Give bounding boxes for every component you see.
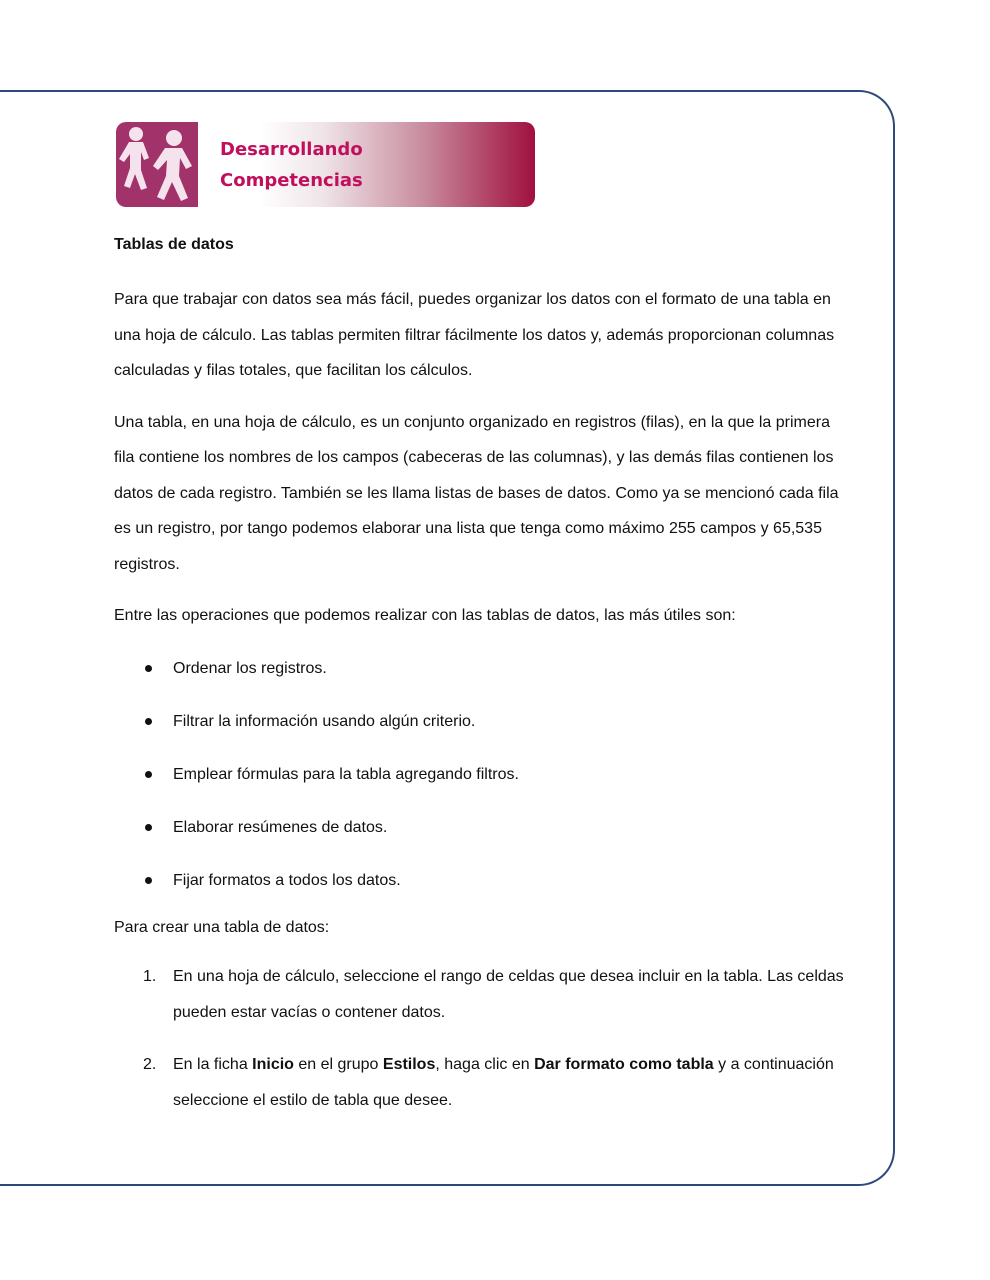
paragraph-definition: Una tabla, en una hoja de cálculo, es un conjunto organizado en registros (filas), en la que la primera fila contiene los nombres de los campos (cabeceras de las columnas), y las demás filas contienen los datos de cada registro. También se les llama listas de bases de datos. Como ya se mencionó cada fila es un registro, por tango podemos elaborar una lista que tenga como máximo 255 campos y 65,535 registros. [114, 413, 839, 573]
step-bold-estilos: Estilos [382, 1056, 436, 1073]
bullet-icon [145, 824, 152, 831]
step-number: 1. [143, 968, 157, 985]
bullet-icon [145, 665, 152, 672]
paragraph-intro: Para que trabajar con datos sea más fácil, puedes organizar los datos con el formato de una tabla en una hoja de cálculo. Las tablas permiten filtrar fácilmente los datos y, además proporcionan columnas calculadas y filas totales, que facilitan los cálculos. [114, 291, 835, 379]
list-item [114, 810, 844, 845]
list-item [114, 863, 844, 898]
running-people-icon [116, 122, 198, 207]
step-text: En una hoja de cálculo, seleccione el rango de celdas que desea incluir en la tabla. Las celdas pueden estar vacías o contener datos. [173, 968, 844, 1021]
step-bold-dar-formato: Dar formato como tabla [534, 1056, 714, 1073]
list-item [114, 651, 844, 686]
list-item [114, 757, 844, 792]
step-bold-inicio: Inicio [252, 1056, 294, 1073]
step-text-part: En la ficha [173, 1056, 253, 1073]
banner-title-line-1: Desarrollando [220, 139, 363, 160]
bullet-icon [145, 718, 152, 725]
steps-intro: Para crear una tabla de datos: [114, 918, 330, 936]
list-item-text: Elaborar resúmenes de datos. [173, 818, 388, 836]
banner-title-line-2: Competencias [220, 170, 363, 191]
list-item [114, 704, 844, 739]
banner-title [220, 134, 363, 196]
list-item-text: Ordenar los registros. [173, 659, 327, 677]
step-item [114, 959, 844, 1031]
operations-list [114, 651, 844, 898]
bullet-icon [145, 771, 152, 778]
list-item-text: Filtrar la información usando algún criterio. [173, 712, 476, 730]
step-item [114, 1047, 844, 1119]
list-item-text: Emplear fórmulas para la tabla agregando filtros. [173, 765, 519, 783]
step-text-part: y a continuación seleccione el estilo de tabla que desee. [173, 1056, 834, 1109]
header-banner [116, 122, 535, 207]
paragraph-operations: Entre las operaciones que podemos realizar con las tablas de datos, las más útiles son: [114, 607, 736, 624]
document-body [114, 230, 844, 1135]
bullet-icon [145, 877, 152, 884]
step-text-part: , haga clic en [435, 1056, 535, 1073]
step-number: 2. [143, 1056, 157, 1073]
list-item-text: Fijar formatos a todos los datos. [173, 871, 401, 889]
step-text-part: en el grupo [293, 1056, 383, 1073]
section-title: Tablas de datos [114, 236, 234, 253]
steps-list [114, 959, 844, 1119]
